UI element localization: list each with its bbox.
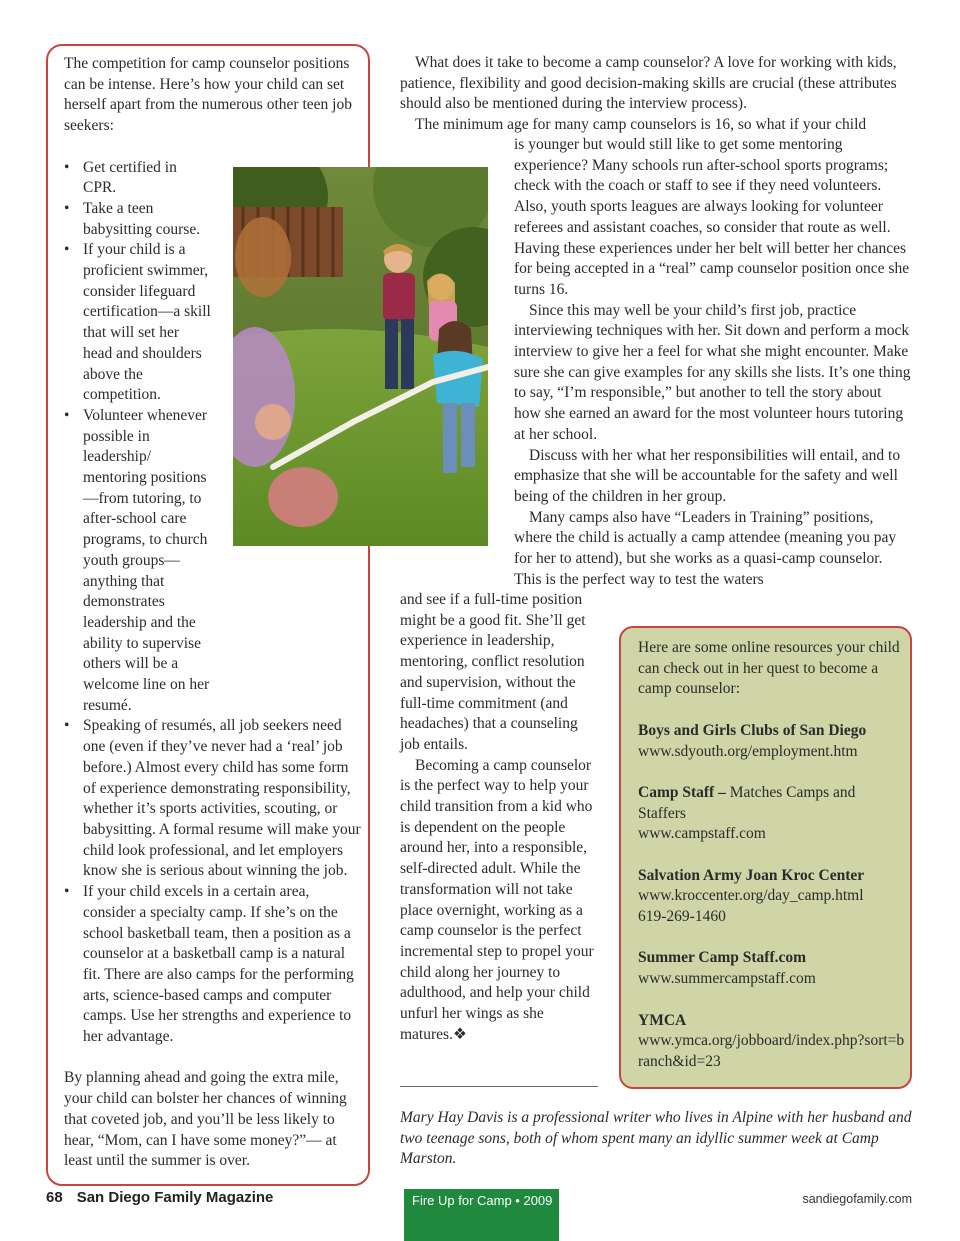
resource-name: Boys and Girls Clubs of San Diego [638,721,867,739]
article-intro [400,53,912,136]
section-title: Fire Up for Camp • 2009 [412,1193,553,1208]
paragraph: Becoming a camp counselor is the perfect way to help your child transition from a kid who is dependent on the people around her, into a responsible, self-directed adult. While the transformation will not take place overnight, working as a camp counselor is the perfect incremental step to propel your child along her journey to adulthood, and help your child unfurl her wings as she matures.❖ [400,756,594,1043]
article-column-right [514,135,912,590]
list-item: • If your child excels in a certain area, consider a specialty camp. If she’s on the school basketball team, then a position as a counselor at a basketball camp is a natural fit. There are also camps for the performing arts, science-based camps and computer camps. Use her strengths and experience to her advantage. [64,882,364,1048]
tug-of-war-photo [233,167,488,546]
paragraph: is younger but would still like to get some mentoring experience? Many schools run after-school sports programs; check with the coach or staff to see if they need volunteers. Also, youth sports leagues are always looking for volunteer referees and assistant coaches, so consider that route as well. Having these experiences under her belt will better her chances for being accepted in a “real” camp counselor position once she turns 16. [514,136,910,298]
sidebar-outro: By planning ahead and going the extra mile, your child can bolster her chances of winning that coveted job, and you’ll be less likely to hear, “Mom, can I have some money?”— at least until the summer is over. [64,1069,347,1170]
resource-desc: Matches Camps and Staffers [638,783,856,822]
resource-item [638,948,906,989]
list-item: • If your child is a proficient swimmer, consider lifeguard certification—a skill that will set her head and shoulders above the competition. [64,240,364,406]
list-item: • Get certified in CPR. [64,158,364,199]
footer-publication [46,1189,273,1206]
paragraph: Since this may well be your child’s first job, practice interviewing techniques with her. Sit down and perform a mock interview to give her a feel for what she might encounter. Make sure she can give examples for any skills she lists. It’s one thing to say, “I’m responsible,” but another to tell the story about how she earned an award for the most volunteer hours tutoring at her school. [514,301,911,443]
resource-item [638,721,906,762]
resource-phone: 619-269-1460 [638,908,726,926]
resource-url[interactable]: www.ymca.org/jobboard/index.php?sort=branch&id=23 [638,1032,905,1070]
resource-url[interactable]: www.summercampstaff.com [638,970,816,988]
paragraph: What does it take to become a camp counselor? A love for working with kids, patience, flexibility and good decision-making skills are crucial (these attributes should also be mentioned during the interview process). [400,54,897,113]
page-number: 68 [46,1189,63,1206]
resource-url[interactable]: www.campstaff.com [638,825,766,843]
article-column-lower [400,590,600,1045]
list-item: • Take a teen babysitting course. [64,199,364,240]
resource-item [638,1011,906,1073]
footer-website[interactable]: sandiegofamily.com [802,1192,912,1206]
magazine-name: San Diego Family Magazine [76,1189,274,1206]
paragraph: and see if a full-time position might be a good fit. She’ll get experience in leadership, mentoring, conflict resolution and supervision, without the full-time commitment (and headaches) that a counseling job entails. [400,591,586,753]
resource-item [638,866,906,928]
resource-name: Camp Staff – [638,783,726,801]
paragraph: Discuss with her what her responsibilities will entail, and to emphasize that she will be accountable for the safety and well being of the children in her group. [514,446,901,505]
resource-url[interactable]: www.kroccenter.org/day_camp.html [638,887,864,905]
resource-url[interactable]: www.sdyouth.org/employment.htm [638,742,858,760]
list-item: • Speaking of resumés, all job seekers need one (even if they’ve never had a ‘real’ job before.) Almost every child has some form of experience demonstrating responsibility, whether it’s sports activities, scouting, or babysitting. A formal resume will make your child look professional, and let employers know she is serious about winning the job. [64,716,364,882]
resource-item [638,783,906,845]
author-bio: Mary Hay Davis is a professional writer who lives in Alpine with her husband and two teenage sons, both of whom spent many an idyllic summer week at Camp Marston. [400,1109,912,1168]
paragraph: The minimum age for many camp counselors is 16, so what if your child [415,116,867,134]
footer-section-band [404,1189,559,1241]
list-item: • Volunteer whenever possible in leadership/ mentoring positions—from tutoring, to after-school care programs, to church youth groups—anything that demonstrates leadership and the ability to supervise others will be a welcome line on her resumé. [64,406,364,717]
resources-list [638,638,906,1073]
resource-name: Summer Camp Staff.com [638,949,807,967]
paragraph: Many camps also have “Leaders in Training” positions, where the child is actually a camp attendee (meaning you pay for her to attend), but she works as a quasi-camp counselor. This is the perfect way to test the waters [514,508,897,588]
article-end-rule [400,1086,598,1087]
sidebar-intro: The competition for camp counselor positions can be intense. Here’s how your child can set herself apart from the numerous other teen job seekers: [64,55,352,135]
resource-name: YMCA [638,1011,687,1029]
resources-intro: Here are some online resources your child can check out in her quest to become a camp counselor: [638,639,900,698]
resource-name: Salvation Army Joan Kroc Center [638,866,865,884]
